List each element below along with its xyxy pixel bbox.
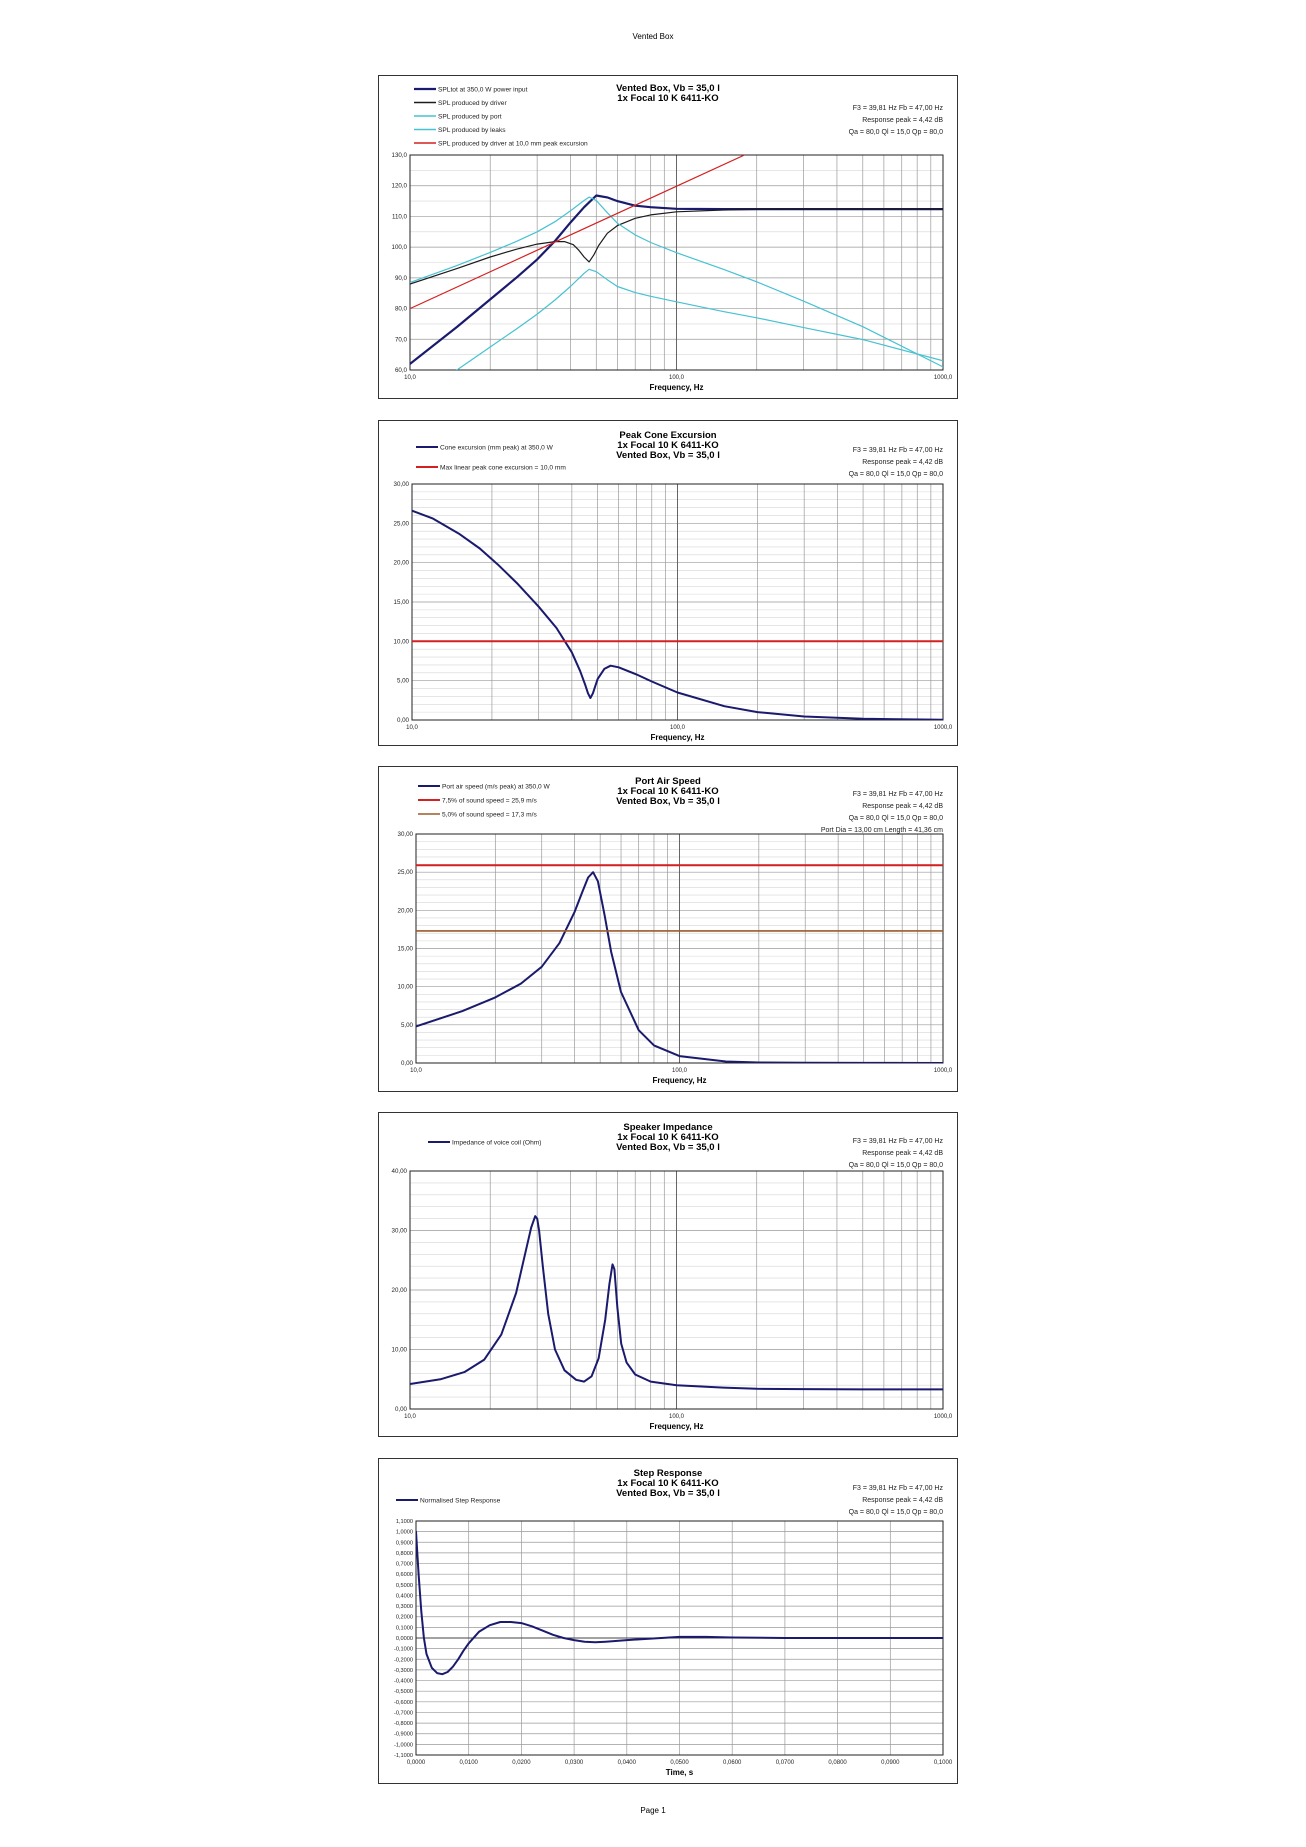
x-axis-label: Frequency, Hz — [649, 1422, 704, 1431]
y-tick-label: 0,6000 — [395, 1572, 413, 1579]
legend-entry: Port air speed (m/s peak) at 350,0 W — [442, 783, 550, 791]
legend-entry: 7,5% of sound speed = 25,9 m/s — [442, 797, 537, 805]
x-tick-label: 0,0800 — [828, 1760, 847, 1766]
y-tick-label: 25,00 — [397, 869, 413, 877]
y-tick-label: -1,1000 — [394, 1753, 413, 1759]
y-tick-label: -1,0000 — [394, 1742, 413, 1749]
y-tick-label: 0,9000 — [395, 1540, 413, 1547]
chart-info-line: Response peak = 4,42 dB — [862, 459, 943, 466]
y-tick-label: 110,0 — [391, 213, 407, 221]
y-tick-label: 40,00 — [391, 1168, 407, 1175]
chart-title-line: Step Response — [633, 1468, 703, 1479]
y-tick-label: 5,00 — [396, 677, 409, 685]
page-header: Vented Box — [632, 32, 674, 41]
chart-title-line: 1x Focal 10 K 6411-KO — [617, 1132, 719, 1143]
y-tick-label: 80,0 — [394, 305, 407, 313]
chart-title-line: 1x Focal 10 K 6411-KO — [617, 786, 719, 797]
y-tick-label: -0,6000 — [394, 1699, 413, 1706]
chart-title-line: 1x Focal 10 K 6411-KO — [617, 1478, 719, 1489]
legend-entry: SPL produced by driver at 10,0 mm peak excursion — [438, 140, 588, 148]
chart-title-line: Vented Box, Vb = 35,0 l — [616, 450, 720, 461]
chart-info-line: F3 = 39,81 Hz Fb = 47,00 Hz — [852, 1138, 943, 1145]
y-tick-label: 0,0000 — [395, 1636, 413, 1642]
chart-title-line: Peak Cone Excursion — [619, 430, 717, 441]
x-tick-label: 100,0 — [671, 1068, 688, 1074]
y-tick-label: 0,00 — [396, 717, 409, 724]
y-tick-label: 60,0 — [394, 367, 407, 374]
legend-entry: Impedance of voice coil (Ohm) — [452, 1139, 542, 1147]
y-tick-label: 0,1000 — [395, 1625, 413, 1632]
y-tick-label: 30,00 — [393, 481, 409, 488]
legend-entry: SPL produced by leaks — [438, 126, 506, 134]
legend-entry: Cone excursion (mm peak) at 350,0 W — [440, 444, 553, 452]
chart-panel-step-response — [378, 1458, 958, 1784]
x-tick-label: 1000,0 — [933, 725, 953, 731]
x-tick-label: 1000,0 — [933, 1068, 953, 1074]
chart-info-line: F3 = 39,81 Hz Fb = 47,00 Hz — [852, 105, 943, 112]
legend-entry: SPLtot at 350,0 W power input — [438, 86, 528, 94]
chart-info-line: Response peak = 4,42 dB — [862, 803, 943, 810]
y-tick-label: 20,00 — [393, 559, 409, 567]
x-tick-label: 100,0 — [668, 375, 685, 381]
chart-title-line: Vented Box, Vb = 35,0 l — [616, 796, 720, 807]
x-tick-label: 0,0500 — [670, 1760, 689, 1766]
x-tick-label: 0,0700 — [775, 1760, 795, 1766]
chart-info-line: Port Dia = 13,00 cm Length = 41,36 cm — [820, 827, 943, 834]
y-tick-label: -0,2000 — [394, 1657, 413, 1664]
y-tick-label: 20,00 — [391, 1287, 407, 1294]
y-tick-label: 0,8000 — [395, 1550, 413, 1557]
x-tick-label: 100,0 — [668, 1414, 685, 1420]
chart-port-speed — [378, 766, 958, 1092]
legend-entry: SPL produced by port — [438, 113, 502, 121]
x-tick-label: 0,0300 — [564, 1760, 584, 1766]
y-tick-label: 0,2000 — [395, 1614, 413, 1621]
y-tick-label: 130,0 — [391, 152, 407, 159]
y-tick-label: 0,3000 — [395, 1604, 413, 1611]
chart-info-line: Qa = 80,0 Ql = 15,0 Qp = 80,0 — [848, 1509, 943, 1516]
y-tick-label: 5,00 — [400, 1021, 413, 1029]
x-tick-label: 0,0900 — [881, 1760, 900, 1766]
chart-info-line: Qa = 80,0 Ql = 15,0 Qp = 80,0 — [848, 471, 943, 478]
chart-info-line: Response peak = 4,42 dB — [862, 1497, 943, 1504]
x-tick-label: 1000,0 — [933, 1414, 953, 1420]
y-tick-label: 30,00 — [397, 831, 413, 838]
y-tick-label: -0,9000 — [394, 1731, 413, 1738]
chart-title-line: Port Air Speed — [635, 776, 701, 787]
x-tick-label: 0,0600 — [723, 1760, 742, 1766]
x-axis-label: Frequency, Hz — [649, 383, 704, 392]
chart-info-line: F3 = 39,81 Hz Fb = 47,00 Hz — [852, 447, 943, 454]
x-tick-label: 10,0 — [410, 1068, 422, 1074]
chart-info-line: Response peak = 4,42 dB — [862, 1150, 943, 1157]
chart-panel-excursion — [378, 420, 958, 746]
x-tick-label: 0,0400 — [617, 1760, 636, 1766]
x-tick-label: 0,0200 — [512, 1760, 531, 1766]
legend-entry: Normalised Step Response — [420, 1497, 501, 1505]
x-tick-label: 100,0 — [669, 725, 686, 731]
y-tick-label: -0,8000 — [394, 1721, 413, 1728]
x-axis-label: Time, s — [665, 1768, 694, 1777]
chart-panel-port-speed — [378, 766, 958, 1092]
chart-info-line: Qa = 80,0 Ql = 15,0 Qp = 80,0 — [848, 1162, 943, 1169]
y-tick-label: 25,00 — [393, 520, 409, 528]
y-tick-label: 15,00 — [393, 599, 409, 606]
x-axis-label: Frequency, Hz — [650, 733, 705, 742]
y-tick-label: 90,0 — [394, 274, 407, 282]
x-axis-label: Frequency, Hz — [652, 1076, 707, 1085]
chart-title-line: Vented Box, Vb = 35,0 l — [616, 1142, 720, 1153]
y-tick-label: 0,00 — [400, 1060, 413, 1067]
chart-info-line: Qa = 80,0 Ql = 15,0 Qp = 80,0 — [848, 129, 943, 136]
y-tick-label: 15,00 — [397, 945, 413, 953]
page-footer: Page 1 — [640, 1806, 666, 1815]
x-tick-label: 10,0 — [404, 375, 416, 381]
y-tick-label: 10,00 — [393, 638, 409, 646]
y-tick-label: 100,0 — [391, 244, 407, 252]
y-tick-label: 70,0 — [394, 336, 407, 344]
y-tick-label: 0,7000 — [395, 1561, 413, 1568]
chart-step-response — [378, 1458, 958, 1784]
chart-frame — [379, 1459, 958, 1784]
y-tick-label: 0,00 — [394, 1406, 407, 1413]
chart-info-line: Response peak = 4,42 dB — [862, 117, 943, 124]
x-tick-label: 10,0 — [404, 1414, 416, 1420]
chart-title-line: Vented Box, Vb = 35,0 l — [616, 83, 720, 94]
chart-title-line: 1x Focal 10 K 6411-KO — [617, 93, 719, 104]
y-tick-label: 0,5000 — [395, 1582, 413, 1589]
y-tick-label: 120,0 — [391, 182, 407, 190]
gridlines — [412, 484, 943, 720]
x-tick-label: 1000,0 — [933, 375, 953, 381]
chart-excursion — [378, 420, 958, 746]
chart-spl — [378, 75, 958, 399]
x-tick-label: 0,0100 — [459, 1760, 478, 1766]
y-tick-label: -0,5000 — [394, 1689, 413, 1696]
y-tick-label: 0,4000 — [395, 1593, 413, 1600]
y-tick-label: -0,1000 — [394, 1646, 413, 1653]
x-tick-label: 0,1000 — [933, 1760, 953, 1766]
chart-panel-spl — [378, 75, 958, 399]
chart-impedance — [378, 1112, 958, 1437]
y-tick-label: -0,3000 — [394, 1667, 413, 1674]
gridlines — [410, 1171, 943, 1409]
chart-title-line: Vented Box, Vb = 35,0 l — [616, 1488, 720, 1499]
gridlines — [410, 155, 943, 370]
x-tick-label: 10,0 — [406, 725, 418, 731]
y-tick-label: -0,4000 — [394, 1678, 413, 1685]
y-tick-label: 30,00 — [391, 1227, 407, 1235]
legend-entry: SPL produced by driver — [438, 99, 507, 107]
legend-entry: Max linear peak cone excursion = 10,0 mm — [440, 464, 566, 472]
x-tick-label: 0,0000 — [406, 1760, 426, 1766]
chart-info-line: Qa = 80,0 Ql = 15,0 Qp = 80,0 — [848, 815, 943, 822]
gridlines — [416, 834, 943, 1063]
y-tick-label: -0,7000 — [394, 1710, 413, 1717]
chart-panel-impedance — [378, 1112, 958, 1437]
chart-info-line: F3 = 39,81 Hz Fb = 47,00 Hz — [852, 1485, 943, 1492]
legend-entry: 5,0% of sound speed = 17,3 m/s — [442, 811, 537, 819]
chart-info-line: F3 = 39,81 Hz Fb = 47,00 Hz — [852, 791, 943, 798]
y-tick-label: 10,00 — [397, 983, 413, 991]
y-tick-label: 1,0000 — [395, 1529, 413, 1536]
chart-title-line: 1x Focal 10 K 6411-KO — [617, 440, 719, 451]
chart-title-line: Speaker Impedance — [623, 1122, 713, 1133]
y-tick-label: 1,1000 — [395, 1519, 413, 1525]
y-tick-label: 20,00 — [397, 907, 413, 915]
y-tick-label: 10,00 — [391, 1346, 407, 1354]
